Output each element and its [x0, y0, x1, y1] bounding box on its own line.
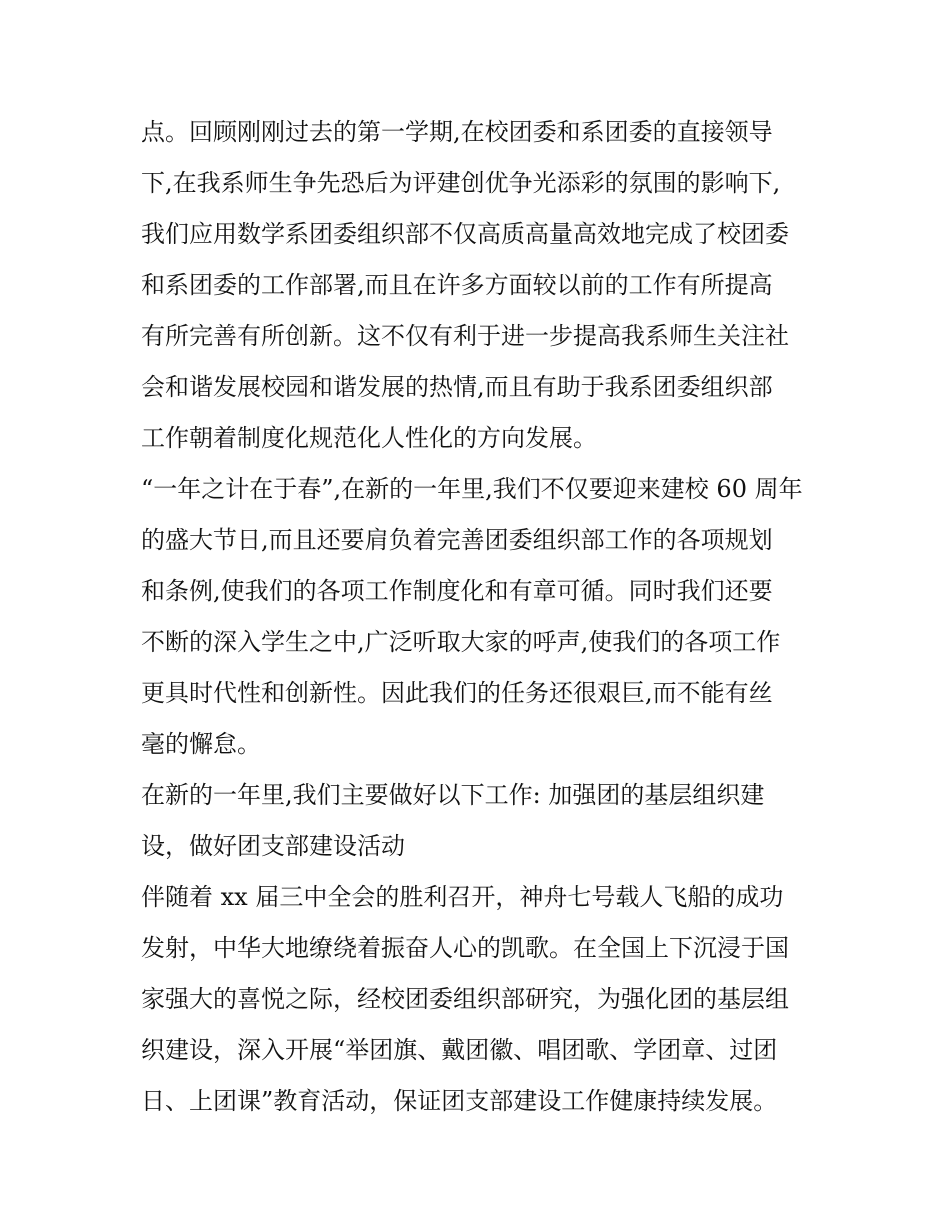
text-line: 毫的懈怠。	[141, 730, 261, 758]
text-line: 工作朝着制度化规范化人性化的方向发展。	[141, 424, 597, 452]
text-line: “一年之计在于春”,在新的一年里,我们不仅要迎来建校 60 周年	[141, 475, 803, 503]
text-line: 有所完善有所创新。这不仅有利于进一步提高我系师生关注社	[141, 322, 789, 350]
text-line: 设，做好团支部建设活动	[141, 832, 405, 860]
text-line: 下,在我系师生争先恐后为评建创优争光添彩的氛围的影响下,	[141, 169, 781, 197]
text-line: 伴随着 xx 届三中全会的胜利召开，神舟七号载人飞船的成功	[141, 883, 784, 911]
document-body	[141, 107, 821, 1127]
text-line: 更具时代性和创新性。因此我们的任务还很艰巨,而不能有丝	[141, 679, 773, 707]
text-line: 点。回顾刚刚过去的第一学期,在校团委和系团委的直接领导	[141, 118, 773, 146]
text-line: 和系团委的工作部署,而且在许多方面较以前的工作有所提高	[141, 271, 773, 299]
text-line: 和条例,使我们的各项工作制度化和有章可循。同时我们还要	[141, 577, 773, 605]
text-line: 不断的深入学生之中,广泛听取大家的呼声,使我们的各项工作	[141, 628, 781, 656]
text-line: 织建设，深入开展“举团旗、戴团徽、唱团歌、学团章、过团	[141, 1036, 778, 1064]
text-line: 我们应用数学系团委组织部不仅高质高量高效地完成了校团委	[141, 220, 789, 248]
text-line: 发射，中华大地缭绕着振奋人心的凯歌。在全国上下沉浸于国	[141, 934, 789, 962]
text-line: 家强大的喜悦之际，经校团委组织部研究，为强化团的基层组	[141, 985, 789, 1013]
text-line: 会和谐发展校园和谐发展的热情,而且有助于我系团委组织部	[141, 373, 773, 401]
text-line: 的盛大节日,而且还要肩负着完善团委组织部工作的各项规划	[141, 526, 773, 554]
text-line: 日、上团课”教育活动，保证团支部建设工作健康持续发展。	[141, 1087, 778, 1115]
text-line: 在新的一年里,我们主要做好以下工作: 加强团的基层组织建	[141, 781, 765, 809]
